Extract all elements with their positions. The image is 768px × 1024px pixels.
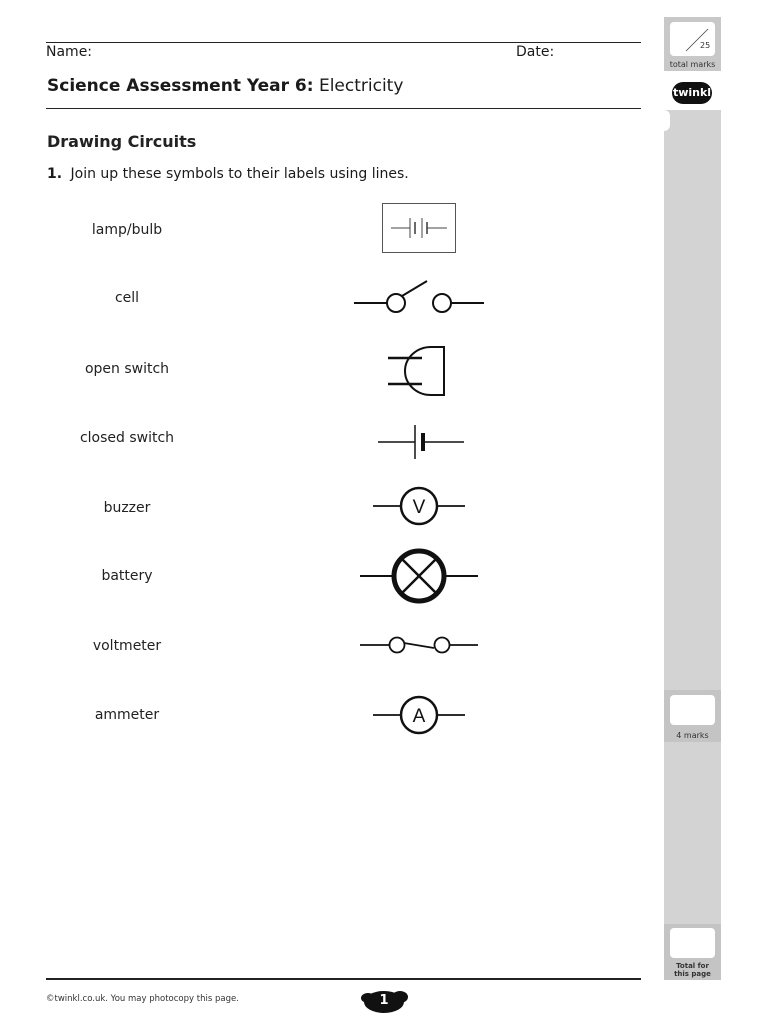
label-battery: battery (101, 568, 153, 584)
closed-switch-icon (360, 632, 478, 658)
question-number: 1. (47, 166, 63, 182)
cell-icon (378, 424, 464, 460)
label-ammeter: ammeter (94, 707, 160, 723)
label-voltmeter: voltmeter (92, 638, 162, 654)
total-marks-box[interactable] (670, 22, 715, 56)
question-marks-box[interactable] (670, 695, 715, 725)
ammeter-icon (373, 695, 465, 735)
twinkl-logo: twinkl (672, 82, 712, 104)
total-marks-value: 25 (700, 41, 711, 50)
ammeter-letter: A (412, 706, 426, 727)
lamp-icon (360, 547, 478, 605)
title-topic: Electricity (318, 76, 404, 96)
label-buzzer: buzzer (103, 500, 151, 516)
buzzer-icon (386, 344, 448, 398)
page-total-label-line2: this page (674, 970, 711, 978)
question-text: Join up these symbols to their labels using lines. (70, 166, 409, 182)
page-total-box[interactable] (670, 928, 715, 958)
label-closed-switch: closed switch (79, 430, 175, 446)
voltmeter-letter: V (412, 497, 426, 518)
label-lamp-bulb: lamp/bulb (91, 222, 163, 238)
question-1 (47, 166, 409, 182)
section-heading: Drawing Circuits (47, 132, 197, 151)
open-switch-icon (354, 278, 484, 318)
page-number: 1 (379, 993, 389, 1008)
label-cell: cell (114, 290, 140, 306)
name-label: Name: (46, 44, 93, 60)
copyright-text: ©twinkl.co.uk. You may photocopy this page. (46, 994, 239, 1004)
title-bold: Science Assessment Year 6: (47, 76, 314, 96)
battery-icon (382, 203, 456, 253)
total-marks-label: total marks (669, 60, 716, 69)
title-rule (46, 108, 641, 109)
marks-column-tab (660, 110, 670, 131)
page-total-label (664, 962, 721, 978)
date-label: Date: (516, 44, 555, 60)
marks-column (664, 110, 721, 980)
label-open-switch: open switch (84, 361, 170, 377)
page-total-label-line1: Total for (676, 962, 709, 970)
voltmeter-icon (373, 486, 465, 526)
page-title (47, 76, 403, 96)
question-marks-label: 4 marks (676, 731, 709, 740)
top-rule (46, 42, 641, 43)
footer-rule (46, 978, 641, 980)
